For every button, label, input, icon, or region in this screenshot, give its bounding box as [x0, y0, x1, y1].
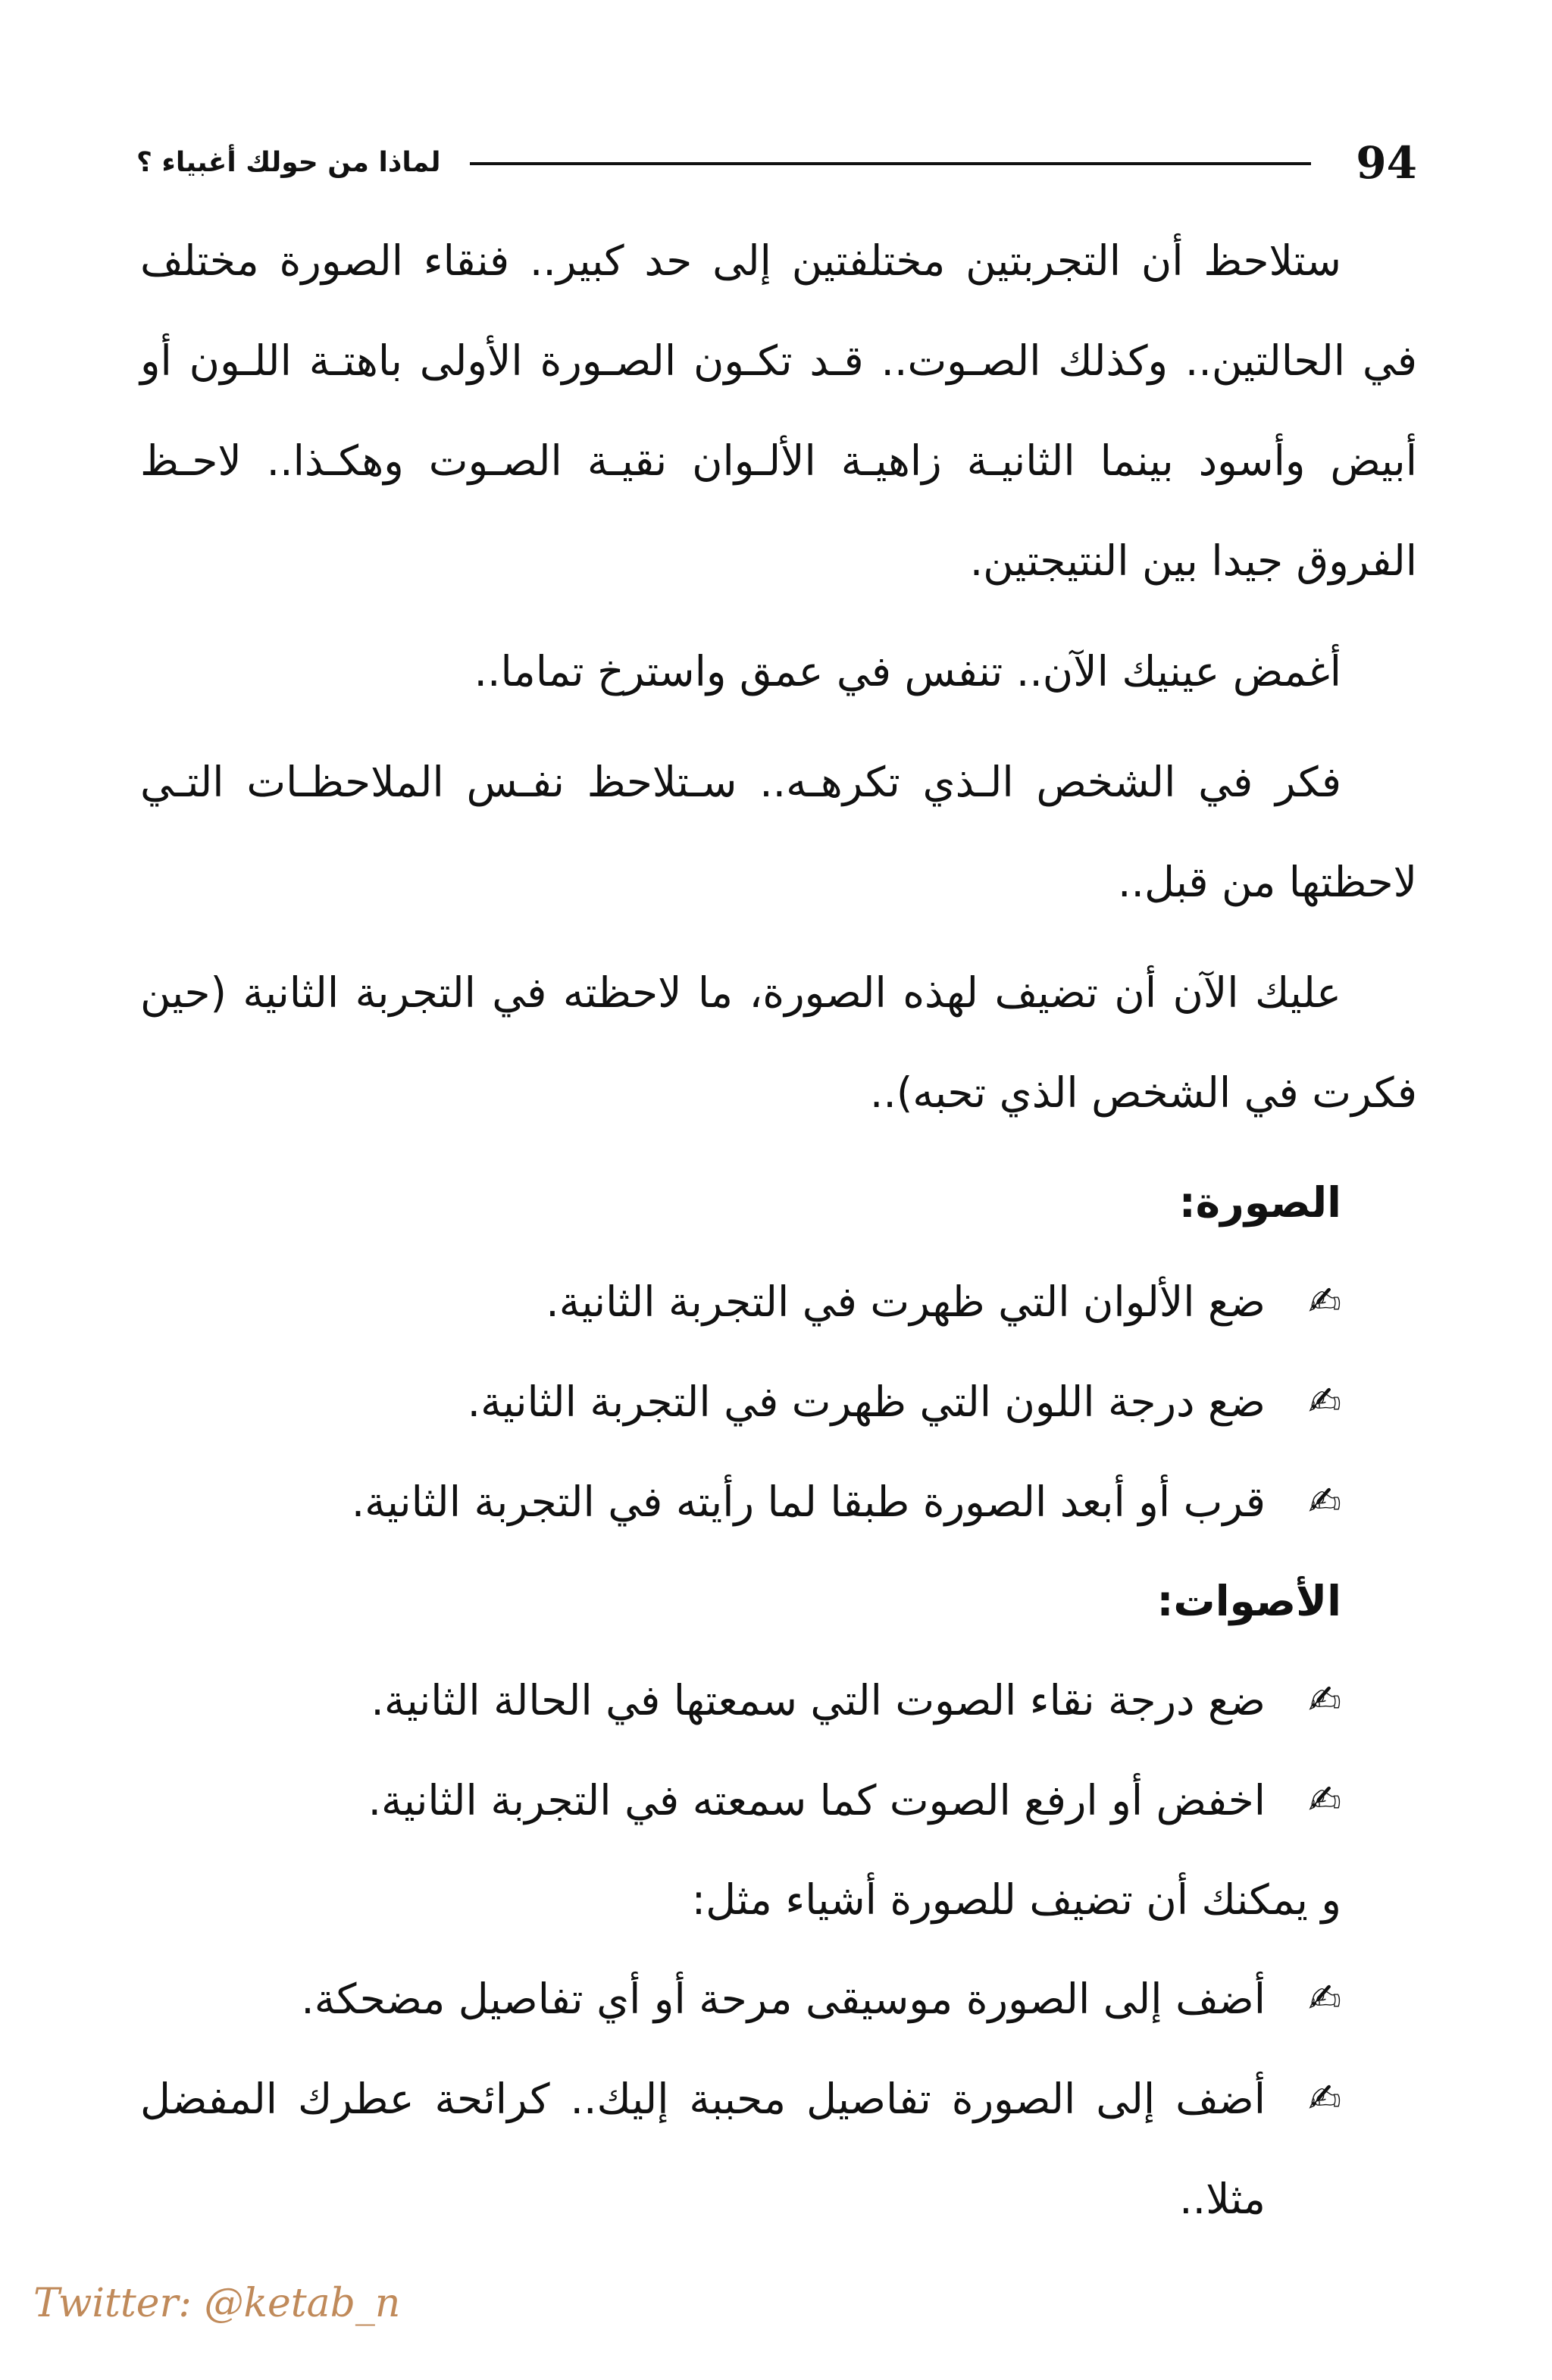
list-item-text: اخفض أو ارفع الصوت كما سمعته في التجربة الثانية.: [368, 1776, 1266, 1825]
heading-sounds: الأصوات:: [1156, 1577, 1341, 1625]
image-list: [140, 1252, 1417, 1552]
pen-hand-icon: ✍: [1308, 1479, 1341, 1525]
list-item-text: أضف إلى الصورة تفاصيل محببة إليك.. كرائحة عطرك المفضل مثلا..: [140, 2075, 1266, 2223]
paragraph-4: عليك الآن أن تضيف لهذه الصورة، ما لاحظته في التجربة الثانية (حين فكرت في الشخص الذي تحبه)..: [140, 968, 1417, 1117]
list-item-text: ضع درجة نقاء الصوت التي سمعتها في الحالة الثانية.: [371, 1676, 1266, 1725]
pen-hand-icon: ✍: [1308, 1778, 1341, 1823]
list-item-text: أضف إلى الصورة موسيقى مرحة أو أي تفاصيل مضحكة.: [301, 1975, 1266, 2023]
list-item: [140, 1452, 1341, 1552]
heading-image: الصورة:: [1178, 1178, 1341, 1227]
paragraph-3: فكر في الشخص الـذي تكرهـه.. سـتلاحظ نفـس الملاحظـات التـي لاحظتها من قبل..: [140, 758, 1417, 906]
list-item-text: ضع الألوان التي ظهرت في التجربة الثانية.: [546, 1278, 1266, 1326]
pen-hand-icon: ✍: [1308, 1279, 1341, 1324]
list-item: [140, 1949, 1341, 2049]
pen-hand-icon: ✍: [1308, 1678, 1341, 1723]
list-item: [140, 1650, 1341, 1750]
page-content: [140, 211, 1417, 2249]
pen-hand-icon: ✍: [1308, 1379, 1341, 1425]
pen-hand-icon: ✍: [1308, 1976, 1341, 2022]
list-item: [140, 1352, 1341, 1452]
extras-intro: و يمكنك أن تضيف للصورة أشياء مثل:: [691, 1875, 1341, 1924]
page-header: [136, 129, 1417, 197]
paragraph-2: أغمض عينيك الآن.. تنفس في عمق واسترخ تماما..: [474, 647, 1341, 696]
running-title: لماذا من حولك أغبياء ؟: [136, 147, 441, 178]
list-item: [140, 2049, 1341, 2249]
sound-list: [140, 1650, 1417, 1850]
list-item: [140, 1750, 1341, 1850]
watermark: Twitter: @ketab_n: [33, 2281, 401, 2326]
pen-hand-icon: ✍: [1308, 2076, 1341, 2122]
list-item: [140, 1252, 1341, 1352]
page-number: 94: [1356, 137, 1417, 189]
paragraph-1: ستلاحظ أن التجربتين مختلفتين إلى حد كبير.. فنقاء الصورة مختلف في الحالتين.. وكذلك الصـوت.. قـد تكـون الصـورة الأولى باهتـة اللـون أو أبيض وأسود بينما الثانيـة زاهيـة الألـوان نقيـة الصـوت وهكـذا.. لاحـظ الفروق جيدا بين النتيجتين.: [140, 236, 1417, 585]
list-item-text: ضع درجة اللون التي ظهرت في التجربة الثانية.: [467, 1378, 1266, 1426]
list-item-text: قرب أو أبعد الصورة طبقا لما رأيته في التجربة الثانية.: [351, 1478, 1266, 1526]
header-rule: [470, 162, 1311, 165]
extras-list: [140, 1949, 1417, 2249]
